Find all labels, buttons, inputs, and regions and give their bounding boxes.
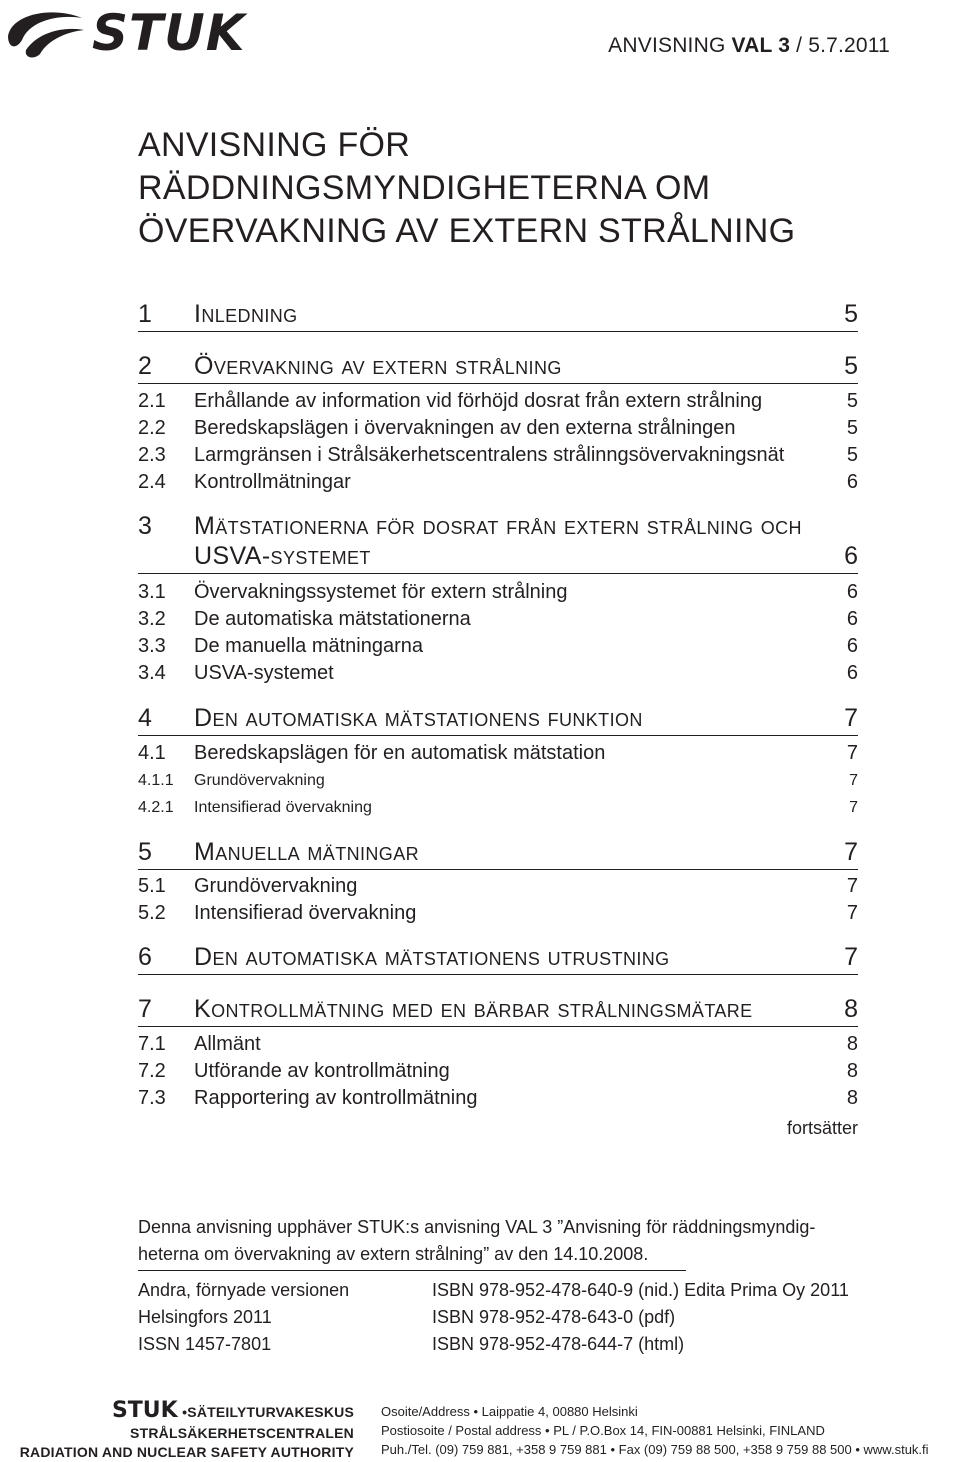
toc-subsection[interactable] [138, 741, 858, 767]
toc-label: Övervakning av extern strålning [194, 352, 562, 380]
toc-number: 3.2 [138, 608, 166, 630]
toc-subsection[interactable] [138, 901, 858, 927]
toc-page: 7 [846, 902, 858, 924]
address: Osoite/Address • Laippatie 4, 00880 Helsinki [381, 1404, 638, 1419]
toc-label: Rapportering av kontrollmätning [194, 1087, 478, 1109]
document-reference [608, 34, 890, 58]
toc-page: 7 [844, 838, 858, 866]
isbn-print: ISBN 978-952-478-640-9 (nid.) Edita Prima Oy 2011 [432, 1280, 849, 1300]
toc-number: 3.3 [138, 635, 166, 657]
footer-logo-text: STUK [111, 1398, 178, 1423]
toc-page: 6 [846, 608, 858, 630]
toc-page: 5 [846, 444, 858, 466]
toc-subsection[interactable] [138, 607, 858, 633]
supersedes-notice [138, 1214, 860, 1268]
toc-page: 8 [846, 1087, 858, 1109]
org-name-sv: STRÅLSÄKERHETSCENTRALEN [130, 1425, 354, 1441]
toc-subsubsection[interactable] [138, 798, 858, 820]
toc-label: Beredskapslägen för en automatisk mätstation [194, 742, 606, 764]
toc-number: 3.4 [138, 662, 166, 684]
org-name-fi: SÄTEILYTURVAKESKUS [187, 1404, 354, 1420]
toc-number: 2.2 [138, 417, 166, 439]
publication-info-left [138, 1277, 349, 1358]
toc-number: 4.1.1 [138, 772, 174, 789]
stuk-emblem-icon [4, 6, 88, 60]
toc-number: 2.3 [138, 444, 166, 466]
toc-page: 7 [849, 799, 858, 816]
toc-label: Intensifierad övervakning [194, 799, 372, 816]
notice-line: heterna om övervakning av extern strålning” av den 14.10.2008. [138, 1244, 649, 1264]
toc-page: 8 [846, 1060, 858, 1082]
title-line: ANVISNING FÖR [138, 126, 411, 164]
toc-page: 6 [846, 581, 858, 603]
toc-label: De manuella mätningarna [194, 635, 424, 657]
title-line: RÄDDNINGSMYNDIGHETERNA OM [138, 169, 711, 207]
toc-section[interactable] [138, 942, 858, 975]
footer-contact [381, 1402, 929, 1459]
toc-subsection[interactable] [138, 470, 858, 496]
toc-page: 7 [844, 704, 858, 732]
toc-label: Kontrollmätningar [194, 471, 351, 493]
toc-number: 5 [138, 838, 152, 866]
toc-page: 5 [844, 300, 858, 328]
toc-number: 7 [138, 995, 152, 1023]
toc-subsection[interactable] [138, 1032, 858, 1058]
toc-subsection[interactable] [138, 1086, 858, 1112]
toc-subsection[interactable] [138, 389, 858, 415]
toc-label: Grundövervakning [194, 772, 325, 789]
toc-section[interactable] [138, 511, 858, 574]
toc-page: 6 [844, 542, 858, 570]
toc-subsection[interactable] [138, 1059, 858, 1085]
toc-number: 4.2.1 [138, 799, 174, 816]
place-year: Helsingfors 2011 [138, 1307, 272, 1327]
title-line: ÖVERVAKNING AV EXTERN STRÅLNING [138, 212, 796, 250]
footer-organization [18, 1398, 354, 1462]
toc-label: Mätstationerna för dosrat från extern strålning och [194, 512, 802, 540]
notice-line: Denna anvisning upphäver STUK:s anvisning VAL 3 ”Anvisning för räddningsmyndig- [138, 1217, 816, 1237]
toc-number: 5.2 [138, 902, 166, 924]
toc-number: 3 [138, 512, 152, 540]
toc-subsection[interactable] [138, 661, 858, 687]
postal-address: Postiosoite / Postal address • PL / P.O.Box 14, FIN-00881 Helsinki, FINLAND [381, 1423, 825, 1438]
isbn-html: ISBN 978-952-478-644-7 (html) [432, 1334, 685, 1354]
toc-label: Beredskapslägen i övervakningen av den externa strålningen [194, 417, 736, 439]
toc-label: Den automatiska mätstationens utrustning [194, 943, 670, 971]
publication-info-right [432, 1277, 849, 1358]
reference-code: VAL 3 [731, 34, 791, 57]
toc-subsection[interactable] [138, 580, 858, 606]
toc-section[interactable] [138, 351, 858, 384]
edition: Andra, förnyade versionen [138, 1280, 350, 1300]
toc-label: Den automatiska mätstationens funktion [194, 704, 643, 732]
toc-page: 8 [846, 1033, 858, 1055]
toc-section[interactable] [138, 837, 858, 870]
toc-label: Intensifierad övervakning [194, 902, 417, 924]
toc-section[interactable] [138, 703, 858, 736]
toc-number: 6 [138, 943, 152, 971]
toc-page: 6 [846, 635, 858, 657]
toc-number: 4 [138, 704, 152, 732]
logo-wordmark: STUK [92, 4, 246, 62]
toc-subsubsection[interactable] [138, 771, 858, 793]
toc-page: 5 [844, 352, 858, 380]
phone-fax-web[interactable]: Puh./Tel. (09) 759 881, +358 9 759 881 • Fax (09) 759 88 500, +358 9 759 88 500 • www.stuk.fi [381, 1442, 929, 1457]
toc-page: 7 [844, 943, 858, 971]
toc-label: Kontrollmätning med en bärbar strålningsmätare [194, 995, 753, 1023]
continued-note: fortsätter [786, 1118, 858, 1138]
toc-number: 1 [138, 300, 152, 328]
toc-page: 7 [846, 742, 858, 764]
stuk-logo [4, 4, 246, 62]
toc-subsection[interactable] [138, 634, 858, 660]
toc-number: 7.3 [138, 1087, 166, 1109]
toc-number: 7.1 [138, 1033, 166, 1055]
toc-section[interactable] [138, 299, 858, 332]
isbn-pdf: ISBN 978-952-478-643-0 (pdf) [432, 1307, 676, 1327]
toc-number: 7.2 [138, 1060, 166, 1082]
toc-page: 8 [844, 995, 858, 1023]
toc-label: USVA-systemet [194, 662, 334, 684]
issn: ISSN 1457-7801 [138, 1334, 272, 1354]
toc-page: 7 [846, 875, 858, 897]
toc-page: 7 [849, 772, 858, 789]
toc-number: 5.1 [138, 875, 166, 897]
toc-number: 4.1 [138, 742, 166, 764]
toc-label: Övervakningssystemet för extern strålning [194, 581, 568, 603]
toc-label: De automatiska mätstationerna [194, 608, 471, 630]
toc-page: 6 [846, 662, 858, 684]
bullet-icon: • [182, 1404, 188, 1420]
toc-label: Erhållande av information vid förhöjd dosrat från extern strålning [194, 390, 763, 412]
toc-number: 2.4 [138, 471, 166, 493]
toc-subsection[interactable] [138, 874, 858, 900]
toc-number: 2.1 [138, 390, 166, 412]
toc-page: 5 [846, 417, 858, 439]
document-title [138, 124, 795, 253]
reference-prefix: ANVISNING [608, 34, 732, 57]
toc-label: Allmänt [194, 1033, 261, 1055]
toc-label: Manuella mätningar [194, 838, 420, 866]
org-name-en: RADIATION AND NUCLEAR SAFETY AUTHORITY [19, 1444, 354, 1460]
toc-label: Grundövervakning [194, 875, 358, 897]
toc-number: 2 [138, 352, 152, 380]
toc-page: 6 [846, 471, 858, 493]
toc-label: Larmgränsen i Strålsäkerhetscentralens strålinngsövervakningsnät [194, 444, 785, 466]
toc-label: Inledning [194, 300, 298, 328]
toc-label-continued: USVA-systemet [194, 542, 371, 570]
toc-number: 3.1 [138, 581, 166, 603]
toc-subsection[interactable] [138, 416, 858, 442]
toc-page: 5 [846, 390, 858, 412]
reference-date: / 5.7.2011 [790, 34, 890, 57]
toc-section[interactable] [138, 994, 858, 1027]
notice-underline [138, 1270, 686, 1271]
toc-label: Utförande av kontrollmätning [194, 1060, 450, 1082]
toc-subsection[interactable] [138, 443, 858, 469]
